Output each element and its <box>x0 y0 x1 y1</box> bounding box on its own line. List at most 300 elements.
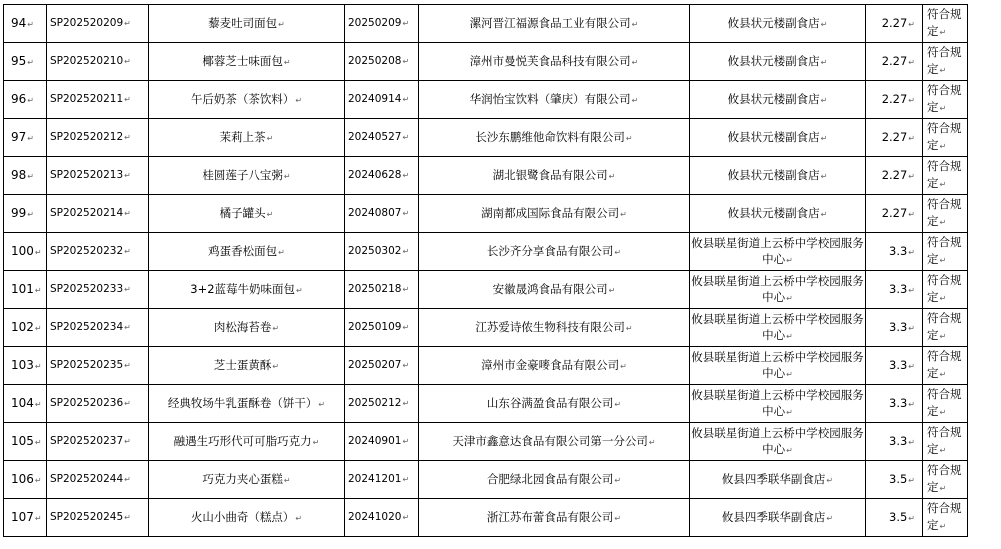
paragraph-mark-icon: ↵ <box>272 361 280 371</box>
result-cell <box>923 499 968 537</box>
price-cell <box>866 499 923 537</box>
seller-name: 攸县联星街道上云桥中学校园服务中心 <box>691 387 864 418</box>
paragraph-mark-icon: ↵ <box>908 171 915 181</box>
product-name-cell <box>149 385 345 423</box>
result-text: 符合规定 <box>927 235 962 266</box>
product-name-cell <box>149 499 345 537</box>
paragraph-mark-icon: ↵ <box>631 19 639 29</box>
production-date-cell <box>345 195 419 233</box>
result-text: 符合规定 <box>927 349 962 380</box>
price-value: 2.27 <box>881 167 908 182</box>
price-cell <box>866 81 923 119</box>
price-cell <box>866 157 923 195</box>
paragraph-mark-icon: ↵ <box>27 133 34 143</box>
paragraph-mark-icon: ↵ <box>614 513 622 523</box>
paragraph-mark-icon: ↵ <box>908 57 915 67</box>
seller-cell <box>690 157 866 195</box>
paragraph-mark-icon: ↵ <box>27 171 34 181</box>
paragraph-mark-icon: ↵ <box>402 209 410 218</box>
paragraph-mark-icon: ↵ <box>608 285 616 295</box>
product-name: 藜麦吐司面包 <box>208 15 278 30</box>
paragraph-mark-icon: ↵ <box>939 104 947 113</box>
row-number: 96 <box>11 91 27 106</box>
paragraph-mark-icon: ↵ <box>939 446 947 455</box>
paragraph-mark-icon: ↵ <box>908 323 915 333</box>
production-date-cell <box>345 423 419 461</box>
table-row <box>4 233 968 271</box>
seller-name: 攸县联星街道上云桥中学校园服务中心 <box>691 235 864 266</box>
paragraph-mark-icon: ↵ <box>34 399 42 409</box>
price-cell <box>866 461 923 499</box>
result-text: 符合规定 <box>927 7 962 38</box>
paragraph-mark-icon: ↵ <box>786 445 793 455</box>
sample-code: SP202520232 <box>50 245 124 257</box>
seller-cell <box>690 81 866 119</box>
row-number: 95 <box>11 53 27 68</box>
paragraph-mark-icon: ↵ <box>402 361 410 370</box>
production-date: 20250109 <box>348 321 402 333</box>
row-number: 98 <box>11 167 27 182</box>
paragraph-mark-icon: ↵ <box>908 513 915 523</box>
result-cell <box>923 195 968 233</box>
product-name: 鸡蛋香松面包 <box>208 243 278 258</box>
sample-code-cell <box>47 309 149 347</box>
seller-name: 攸县联星街道上云桥中学校园服务中心 <box>691 273 864 304</box>
paragraph-mark-icon: ↵ <box>820 19 828 29</box>
price-value: 2.27 <box>881 53 908 68</box>
table-body <box>4 5 968 537</box>
row-number-cell <box>4 309 47 347</box>
manufacturer-cell <box>419 5 690 43</box>
price-value: 2.27 <box>881 91 908 106</box>
result-cell <box>923 119 968 157</box>
paragraph-mark-icon: ↵ <box>124 285 131 294</box>
product-name: 肉松海苔卷 <box>213 319 272 334</box>
manufacturer-cell <box>419 499 690 537</box>
price-cell <box>866 271 923 309</box>
production-date-cell <box>345 347 419 385</box>
manufacturer-name: 天津市鑫意达食品有限公司第一分公司 <box>452 433 648 448</box>
price-value: 2.27 <box>881 205 908 220</box>
production-date-cell <box>345 309 419 347</box>
paragraph-mark-icon: ↵ <box>124 437 131 446</box>
manufacturer-name: 湖南都成国际食品有限公司 <box>481 205 620 220</box>
paragraph-mark-icon: ↵ <box>939 256 947 265</box>
paragraph-mark-icon: ↵ <box>272 323 280 333</box>
table-row <box>4 309 968 347</box>
production-date-cell <box>345 233 419 271</box>
paragraph-mark-icon: ↵ <box>614 399 622 409</box>
paragraph-mark-icon: ↵ <box>939 218 947 227</box>
paragraph-mark-icon: ↵ <box>402 19 410 28</box>
paragraph-mark-icon: ↵ <box>908 19 915 29</box>
seller-cell <box>690 43 866 81</box>
paragraph-mark-icon: ↵ <box>34 285 42 295</box>
manufacturer-cell <box>419 461 690 499</box>
manufacturer-cell <box>419 233 690 271</box>
table-row <box>4 499 968 537</box>
sample-code: SP202520236 <box>50 397 124 409</box>
paragraph-mark-icon: ↵ <box>908 475 915 485</box>
paragraph-mark-icon: ↵ <box>908 247 915 257</box>
price-cell <box>866 5 923 43</box>
manufacturer-name: 江苏爱诗侬生物科技有限公司 <box>475 319 625 334</box>
sample-code-cell <box>47 423 149 461</box>
product-name-cell <box>149 119 345 157</box>
row-number-cell <box>4 5 47 43</box>
paragraph-mark-icon: ↵ <box>296 285 303 295</box>
product-name-cell <box>149 423 345 461</box>
paragraph-mark-icon: ↵ <box>402 95 410 104</box>
paragraph-mark-icon: ↵ <box>786 369 793 379</box>
paragraph-mark-icon: ↵ <box>614 475 622 485</box>
seller-cell <box>690 423 866 461</box>
product-name: 3+2蓝莓牛奶味面包 <box>190 281 296 296</box>
paragraph-mark-icon: ↵ <box>283 57 291 67</box>
manufacturer-cell <box>419 347 690 385</box>
paragraph-mark-icon: ↵ <box>820 57 828 67</box>
product-name: 午后奶茶（茶饮料） <box>190 91 295 106</box>
result-text: 符合规定 <box>927 121 962 152</box>
product-name: 椰蓉芝士味面包 <box>202 53 283 68</box>
manufacturer-cell <box>419 271 690 309</box>
production-date: 20250218 <box>348 283 402 295</box>
paragraph-mark-icon: ↵ <box>939 180 947 189</box>
seller-cell <box>690 309 866 347</box>
product-name: 茉莉上茶 <box>219 129 266 144</box>
row-number-cell <box>4 499 47 537</box>
table-row <box>4 43 968 81</box>
sample-code: SP202520245 <box>50 511 124 523</box>
result-cell <box>923 233 968 271</box>
paragraph-mark-icon: ↵ <box>648 437 656 447</box>
paragraph-mark-icon: ↵ <box>908 95 915 105</box>
sample-code: SP202520237 <box>50 435 124 447</box>
result-cell <box>923 43 968 81</box>
paragraph-mark-icon: ↵ <box>826 475 834 485</box>
production-date: 20250207 <box>348 359 402 371</box>
price-cell <box>866 347 923 385</box>
paragraph-mark-icon: ↵ <box>124 247 131 256</box>
table-row <box>4 5 968 43</box>
price-value: 2.27 <box>881 15 908 30</box>
paragraph-mark-icon: ↵ <box>631 95 639 105</box>
row-number: 107 <box>11 509 34 524</box>
paragraph-mark-icon: ↵ <box>402 171 410 180</box>
manufacturer-cell <box>419 43 690 81</box>
row-number: 94 <box>11 15 27 30</box>
product-name-cell <box>149 461 345 499</box>
paragraph-mark-icon: ↵ <box>124 57 131 66</box>
paragraph-mark-icon: ↵ <box>318 399 326 409</box>
manufacturer-name: 湖北银鹭食品有限公司 <box>492 167 608 182</box>
row-number: 100 <box>11 243 34 258</box>
price-value: 3.3 <box>889 395 908 410</box>
row-number-cell <box>4 347 47 385</box>
paragraph-mark-icon: ↵ <box>820 95 828 105</box>
paragraph-mark-icon: ↵ <box>27 19 34 29</box>
row-number-cell <box>4 271 47 309</box>
row-number-cell <box>4 81 47 119</box>
seller-name: 攸县联星街道上云桥中学校园服务中心 <box>691 311 864 342</box>
paragraph-mark-icon: ↵ <box>908 437 915 447</box>
paragraph-mark-icon: ↵ <box>295 95 303 105</box>
manufacturer-name: 漳州市曼悦芙食品科技有限公司 <box>469 53 631 68</box>
paragraph-mark-icon: ↵ <box>266 133 274 143</box>
seller-name: 攸县联星街道上云桥中学校园服务中心 <box>691 349 864 380</box>
sample-code: SP202520214 <box>50 207 124 219</box>
manufacturer-cell <box>419 81 690 119</box>
sample-code-cell <box>47 271 149 309</box>
paragraph-mark-icon: ↵ <box>786 293 793 303</box>
production-date: 20240901 <box>348 435 402 447</box>
paragraph-mark-icon: ↵ <box>939 66 947 75</box>
paragraph-mark-icon: ↵ <box>614 247 622 257</box>
production-date-cell <box>345 385 419 423</box>
paragraph-mark-icon: ↵ <box>402 513 410 522</box>
row-number-cell <box>4 157 47 195</box>
product-name: 芝士蛋黄酥 <box>213 357 272 372</box>
paragraph-mark-icon: ↵ <box>908 285 915 295</box>
sample-code: SP202520244 <box>50 473 124 485</box>
paragraph-mark-icon: ↵ <box>283 475 291 485</box>
result-cell <box>923 423 968 461</box>
seller-cell <box>690 499 866 537</box>
product-name: 融遇生巧形代可可脂巧克力 <box>173 433 312 448</box>
seller-cell <box>690 233 866 271</box>
manufacturer-cell <box>419 385 690 423</box>
result-text: 符合规定 <box>927 501 962 532</box>
result-cell <box>923 157 968 195</box>
paragraph-mark-icon: ↵ <box>402 133 410 142</box>
sample-code: SP202520235 <box>50 359 124 371</box>
production-date-cell <box>345 157 419 195</box>
paragraph-mark-icon: ↵ <box>786 331 793 341</box>
manufacturer-cell <box>419 423 690 461</box>
row-number: 103 <box>11 357 34 372</box>
seller-name: 攸县四季联华副食店 <box>721 471 826 486</box>
paragraph-mark-icon: ↵ <box>34 437 42 447</box>
row-number: 106 <box>11 471 34 486</box>
production-date: 20250209 <box>348 17 402 29</box>
table-row <box>4 195 968 233</box>
seller-name: 攸县状元楼副食店 <box>727 91 820 106</box>
price-cell <box>866 423 923 461</box>
paragraph-mark-icon: ↵ <box>27 209 34 219</box>
paragraph-mark-icon: ↵ <box>124 475 131 484</box>
table-row <box>4 271 968 309</box>
seller-name: 攸县四季联华副食店 <box>721 509 826 524</box>
result-text: 符合规定 <box>927 387 962 418</box>
row-number-cell <box>4 385 47 423</box>
product-name: 经典牧场牛乳蛋酥卷（饼干） <box>167 395 318 410</box>
paragraph-mark-icon: ↵ <box>295 513 303 523</box>
paragraph-mark-icon: ↵ <box>278 19 285 29</box>
paragraph-mark-icon: ↵ <box>939 142 947 151</box>
price-cell <box>866 195 923 233</box>
production-date-cell <box>345 119 419 157</box>
sample-code: SP202520209 <box>50 17 124 29</box>
price-cell <box>866 233 923 271</box>
price-value: 3.5 <box>889 471 908 486</box>
price-value: 3.3 <box>889 319 908 334</box>
sample-code: SP202520213 <box>50 169 124 181</box>
seller-cell <box>690 385 866 423</box>
result-cell <box>923 309 968 347</box>
product-name-cell <box>149 271 345 309</box>
result-text: 符合规定 <box>927 273 962 304</box>
paragraph-mark-icon: ↵ <box>402 399 410 408</box>
result-cell <box>923 5 968 43</box>
price-cell <box>866 43 923 81</box>
paragraph-mark-icon: ↵ <box>124 171 131 180</box>
price-value: 3.5 <box>889 509 908 524</box>
product-name-cell <box>149 233 345 271</box>
product-name: 桂圆莲子八宝粥 <box>202 167 283 182</box>
table-row <box>4 423 968 461</box>
sample-code: SP202520210 <box>50 55 124 67</box>
result-cell <box>923 271 968 309</box>
sample-code: SP202520234 <box>50 321 124 333</box>
table-row <box>4 461 968 499</box>
production-date-cell <box>345 81 419 119</box>
paragraph-mark-icon: ↵ <box>278 247 285 257</box>
paragraph-mark-icon: ↵ <box>939 408 947 417</box>
product-name-cell <box>149 195 345 233</box>
price-value: 3.3 <box>889 281 908 296</box>
manufacturer-name: 长沙齐分享食品有限公司 <box>486 243 614 258</box>
paragraph-mark-icon: ↵ <box>34 247 42 257</box>
production-date-cell <box>345 461 419 499</box>
production-date: 20240527 <box>348 131 402 143</box>
paragraph-mark-icon: ↵ <box>820 209 828 219</box>
sample-code-cell <box>47 157 149 195</box>
paragraph-mark-icon: ↵ <box>402 247 410 256</box>
production-date: 20240628 <box>348 169 402 181</box>
paragraph-mark-icon: ↵ <box>908 133 915 143</box>
production-date: 20241201 <box>348 473 402 485</box>
row-number: 102 <box>11 319 34 334</box>
production-date: 20240914 <box>348 93 402 105</box>
seller-cell <box>690 271 866 309</box>
manufacturer-name: 浙江苏布蕾食品有限公司 <box>486 509 614 524</box>
seller-cell <box>690 461 866 499</box>
paragraph-mark-icon: ↵ <box>124 361 131 370</box>
paragraph-mark-icon: ↵ <box>608 171 616 181</box>
paragraph-mark-icon: ↵ <box>820 133 828 143</box>
result-text: 符合规定 <box>927 311 962 342</box>
sample-code-cell <box>47 5 149 43</box>
paragraph-mark-icon: ↵ <box>312 437 320 447</box>
row-number: 99 <box>11 205 27 220</box>
price-cell <box>866 119 923 157</box>
paragraph-mark-icon: ↵ <box>124 323 131 332</box>
paragraph-mark-icon: ↵ <box>124 133 131 142</box>
sample-code-cell <box>47 81 149 119</box>
paragraph-mark-icon: ↵ <box>625 323 633 333</box>
price-value: 3.3 <box>889 243 908 258</box>
paragraph-mark-icon: ↵ <box>402 475 410 484</box>
seller-cell <box>690 195 866 233</box>
price-cell <box>866 385 923 423</box>
paragraph-mark-icon: ↵ <box>939 28 947 37</box>
sample-code-cell <box>47 233 149 271</box>
sample-code: SP202520212 <box>50 131 124 143</box>
paragraph-mark-icon: ↵ <box>620 209 627 219</box>
product-name-cell <box>149 43 345 81</box>
sample-code-cell <box>47 195 149 233</box>
row-number: 101 <box>11 281 34 296</box>
seller-name: 攸县状元楼副食店 <box>727 205 820 220</box>
manufacturer-name: 山东谷满盈食品有限公司 <box>486 395 614 410</box>
result-cell <box>923 461 968 499</box>
sample-code-cell <box>47 43 149 81</box>
production-date: 20241020 <box>348 511 402 523</box>
result-text: 符合规定 <box>927 197 962 228</box>
paragraph-mark-icon: ↵ <box>124 19 131 28</box>
paragraph-mark-icon: ↵ <box>27 95 34 105</box>
manufacturer-name: 漯河晋江福源食品工业有限公司 <box>469 15 631 30</box>
production-date-cell <box>345 271 419 309</box>
paragraph-mark-icon: ↵ <box>625 133 633 143</box>
seller-cell <box>690 347 866 385</box>
paragraph-mark-icon: ↵ <box>34 513 42 523</box>
paragraph-mark-icon: ↵ <box>34 323 42 333</box>
production-date: 20250208 <box>348 55 402 67</box>
result-cell <box>923 81 968 119</box>
paragraph-mark-icon: ↵ <box>908 361 915 371</box>
table-row <box>4 119 968 157</box>
production-date-cell <box>345 5 419 43</box>
seller-cell <box>690 5 866 43</box>
result-cell <box>923 347 968 385</box>
paragraph-mark-icon: ↵ <box>283 171 291 181</box>
paragraph-mark-icon: ↵ <box>939 294 947 303</box>
table-row <box>4 385 968 423</box>
paragraph-mark-icon: ↵ <box>402 437 410 446</box>
sample-code-cell <box>47 499 149 537</box>
paragraph-mark-icon: ↵ <box>266 209 274 219</box>
table-row <box>4 81 968 119</box>
row-number: 105 <box>11 433 34 448</box>
result-text: 符合规定 <box>927 425 962 456</box>
price-value: 3.3 <box>889 357 908 372</box>
manufacturer-name: 安徽晟鸿食品有限公司 <box>492 281 608 296</box>
seller-cell <box>690 119 866 157</box>
sample-code: SP202520233 <box>50 283 124 295</box>
paragraph-mark-icon: ↵ <box>631 57 639 67</box>
paragraph-mark-icon: ↵ <box>939 332 947 341</box>
paragraph-mark-icon: ↵ <box>402 285 410 294</box>
manufacturer-cell <box>419 195 690 233</box>
production-date: 20250302 <box>348 245 402 257</box>
paragraph-mark-icon: ↵ <box>939 370 947 379</box>
seller-name: 攸县联星街道上云桥中学校园服务中心 <box>691 425 864 456</box>
product-name: 橘子罐头 <box>219 205 266 220</box>
product-name-cell <box>149 347 345 385</box>
sample-code: SP202520211 <box>50 93 124 105</box>
product-name-cell <box>149 81 345 119</box>
product-name-cell <box>149 5 345 43</box>
seller-name: 攸县状元楼副食店 <box>727 15 820 30</box>
sample-code-cell <box>47 461 149 499</box>
sample-code-cell <box>47 385 149 423</box>
paragraph-mark-icon: ↵ <box>820 171 828 181</box>
production-date: 20250212 <box>348 397 402 409</box>
product-name-cell <box>149 309 345 347</box>
paragraph-mark-icon: ↵ <box>620 361 627 371</box>
paragraph-mark-icon: ↵ <box>124 513 131 522</box>
